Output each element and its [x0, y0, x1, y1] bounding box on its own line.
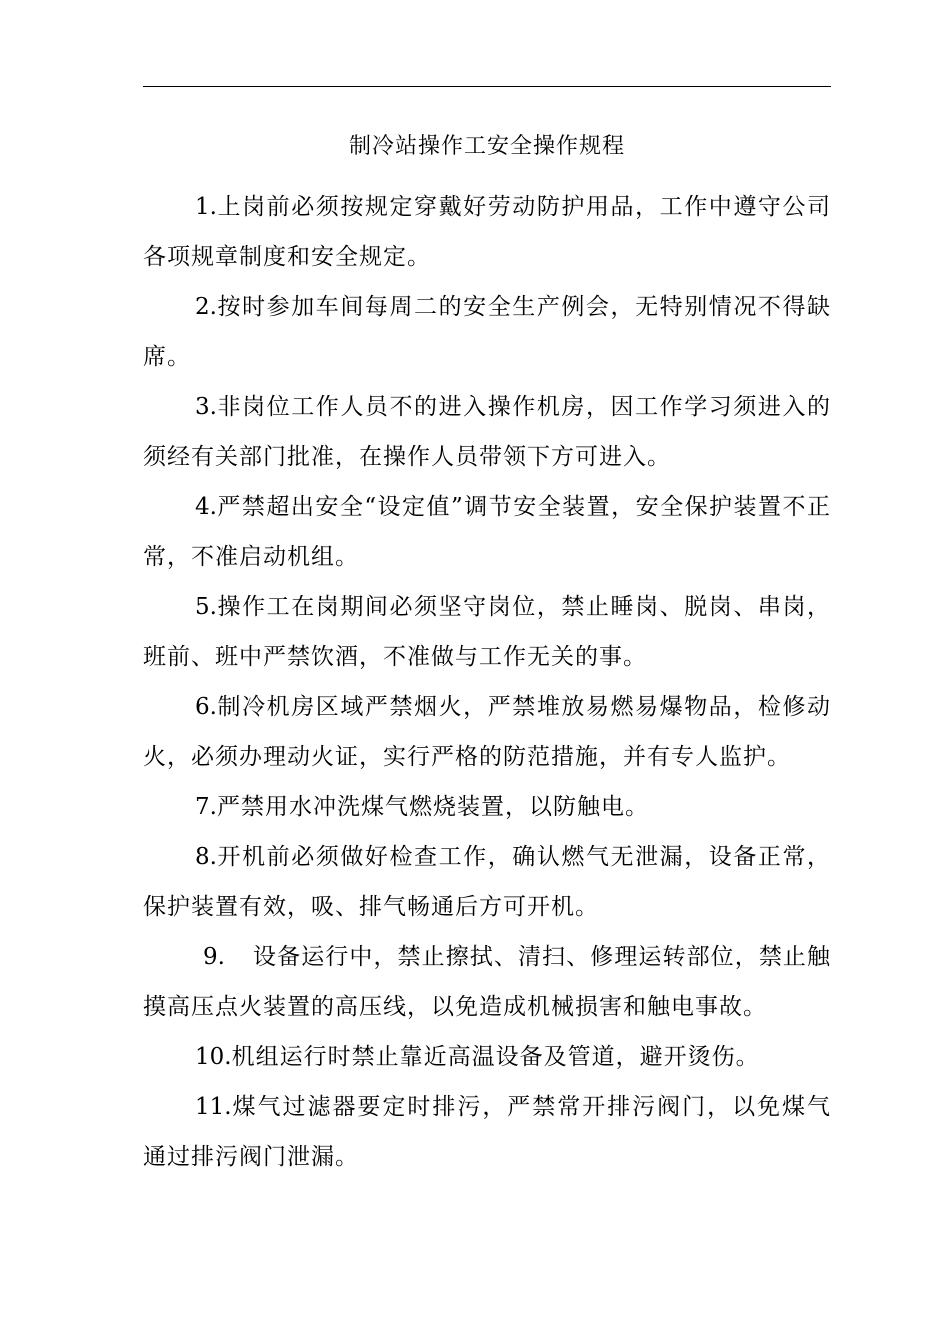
- rule-number: 5.: [195, 594, 217, 620]
- rule-text: 制冷机房区域严禁烟火，严禁堆放易燃易爆物品，检修动火，必须办理动火证，实行严格的防范措施，并有专人监护。: [143, 694, 831, 770]
- rule-item-10: [143, 1032, 831, 1082]
- document-title: 制冷站操作工安全操作规程: [348, 134, 625, 159]
- rule-text: 机组运行时禁止靠近高温设备及管道，避开烫伤。: [231, 1044, 760, 1070]
- rule-number: 6.: [195, 694, 217, 720]
- rule-item-1: [143, 182, 831, 282]
- rule-text: 严禁超出安全“设定值”调节安全装置，安全保护装置不正常，不准启动机组。: [143, 494, 831, 570]
- rule-text: 上岗前必须按规定穿戴好劳动防护用品，工作中遵守公司各项规章制度和安全规定。: [143, 194, 831, 270]
- rule-number: 2.: [195, 294, 217, 320]
- rule-number: 3.: [195, 394, 217, 420]
- rule-number: 1.: [195, 194, 217, 220]
- rule-text: 煤气过滤器要定时排污，严禁常开排污阀门，以免煤气通过排污阀门泄漏。: [143, 1094, 831, 1170]
- rule-item-5: [143, 582, 831, 682]
- rule-item-2: [143, 282, 831, 382]
- rule-item-4: [143, 482, 831, 582]
- rule-text: 设备运行中，禁止擦拭、清扫、修理运转部位，禁止触摸高压点火装置的高压线，以免造成机械损害和触电事故。: [143, 944, 831, 1020]
- rule-item-3: [143, 382, 831, 482]
- rule-text: 严禁用水冲洗煤气燃烧装置，以防触电。: [216, 794, 649, 820]
- document-body: [143, 182, 831, 1182]
- rule-text: 操作工在岗期间必须坚守岗位，禁止睡岗、脱岗、串岗，班前、班中严禁饮酒，不准做与工作无关的事。: [143, 594, 831, 670]
- rule-text: 非岗位工作人员不的进入操作机房，因工作学习须进入的须经有关部门批准，在操作人员带领下方可进入。: [143, 394, 831, 470]
- rule-item-6: [143, 682, 831, 782]
- rule-item-9: [143, 932, 831, 1032]
- rule-number: 7.: [195, 794, 217, 820]
- rule-item-11: [143, 1082, 831, 1182]
- rule-number: 9.: [203, 944, 225, 970]
- rule-number: 10.: [195, 1044, 232, 1070]
- rule-number: 11.: [195, 1094, 232, 1120]
- header-rule: [143, 86, 831, 87]
- rule-number: 8.: [195, 844, 217, 870]
- rule-item-7: [143, 782, 831, 832]
- rule-number: 4.: [195, 494, 217, 520]
- rule-text: 开机前必须做好检查工作，确认燃气无泄漏，设备正常，保护装置有效，吸、排气畅通后方可开机。: [143, 844, 831, 920]
- rule-text: 按时参加车间每周二的安全生产例会，无特别情况不得缺席。: [143, 294, 831, 370]
- rule-item-8: [143, 832, 831, 932]
